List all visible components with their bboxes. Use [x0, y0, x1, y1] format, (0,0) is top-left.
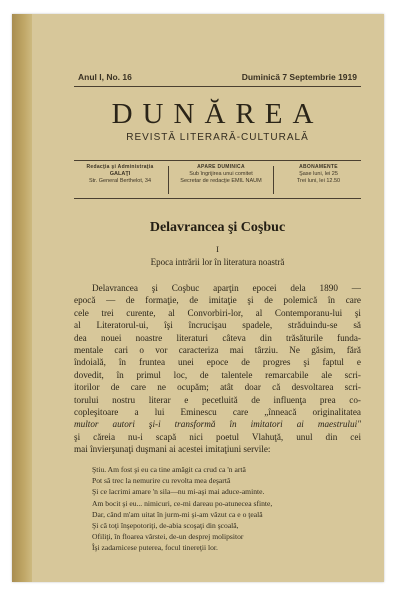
article-line: mai învierşunaţi duşmani ai acestei imitaţiuni servile: — [74, 444, 271, 455]
info-box-schedule — [171, 164, 271, 196]
article-line: mentale cari o vor caracteriza mai târziu. Ne găsim, fără — [74, 345, 361, 356]
article-line: copleşitoare a lui Eminescu care „înneacă originalitatea — [74, 407, 361, 418]
article-line: Delavrancea şi Coşbuc aparţin epocei dela 1890 — — [92, 283, 361, 293]
article-section-heading: Epoca intrării lor în literatura noastră — [150, 257, 285, 267]
poem-line: Îşi zadarnicese puterea, focul tinereţii lor. — [92, 543, 218, 553]
info-box-subscriptions — [276, 164, 361, 196]
article-line: şi căreia nu-i scapă nici poetul Vlahuţă, unul din cei — [74, 431, 361, 442]
article-line: epocă — de formaţie, de imitaţie şi de polemică în care — [74, 295, 361, 306]
info-schedule-line1: Sub îngrijirea unui comitet — [189, 171, 253, 177]
article-line: al Literatorul-ui, îşi încrucişau spadele, străduindu-se să — [74, 320, 361, 331]
info-subscriptions-line2: Trei luni, lei 12.50 — [296, 178, 341, 184]
top-rule — [74, 86, 361, 87]
info-subscriptions-line1: Şase luni, lei 25 — [299, 171, 338, 177]
article-line: torului nostru literar e pecetluită de influenţa prea co- — [74, 394, 361, 405]
magazine-page — [12, 14, 384, 582]
info-schedule-heading: APARE DUMINICA — [197, 164, 245, 170]
poem-line: Dar, când m'am uitat în jurm-mi şi-am văzut ca e o ţeală — [92, 509, 263, 519]
poem-line: Ştiu. Am fost şi eu ca tine amăgit ca crud ca 'n artă — [92, 465, 246, 474]
info-top-rule — [74, 160, 361, 161]
article-line: îndoială, în fruntea unei epoce de progres şi faptul e — [74, 357, 361, 368]
info-bar — [74, 164, 361, 196]
article-title: Delavrancea şi Coşbuc — [149, 220, 286, 235]
info-office-address: Str. General Berthelot, 34 — [88, 178, 152, 184]
article-line: itorilor de care ne ocupăm; atât doar că desvoltarea scri- — [74, 382, 361, 393]
poem-line: Ofiliţi, în floarea vârstei, de-un desprej molipsitor — [92, 532, 244, 542]
info-box-office — [74, 164, 166, 196]
info-bottom-rule — [74, 198, 361, 199]
page-spine — [12, 14, 32, 582]
article-line: cele trei curente, al Convorbiri-lor, al Contemporanu-lui şi — [74, 307, 361, 318]
poem-line: Şi că toţi înşepotoriţi, de-abia scoşaţi din şcoală, — [92, 521, 239, 531]
poem-line: Şi ce lacrimi amare 'n sila—nu mi-aşi mai aduce-aminte. — [92, 487, 265, 497]
poem-line: Am bocit şi eu... nimicuri, ce-mi dareau po-atunecea sfinte, — [92, 498, 273, 508]
masthead-title: DUNĂREA — [111, 98, 324, 130]
info-office-city: GALAŢI — [109, 171, 131, 177]
info-separator-1 — [168, 166, 169, 194]
issue-date: Duminică 7 Septembrie 1919 — [241, 72, 357, 82]
info-office-heading: Redacţia şi Administraţia — [86, 164, 154, 170]
article-part-number: I — [216, 244, 219, 254]
info-schedule-line2: Secretar de redacţie EMIL NAUM — [180, 178, 262, 184]
article-line: multor autori şi-i transformă în imitatori ai maestrului" — [74, 419, 361, 430]
article-line: dovedit, în primul loc, de talentele remarcabile ale scri- — [74, 369, 361, 380]
article-line: dea nouei noastre literaturi câteva din trăsăturile funda- — [74, 332, 361, 343]
info-separator-2 — [273, 166, 274, 194]
quoted-poem — [92, 464, 354, 554]
article-body — [74, 282, 361, 456]
poem-line: Pot să trec la nemurire cu revolta mea deşartă — [92, 476, 231, 486]
issue-number: Anul I, No. 16 — [78, 72, 132, 82]
info-subscriptions-heading: ABONAMENTE — [299, 164, 338, 170]
masthead-subtitle: REVISTĂ LITERARĂ-CULTURALĂ — [126, 132, 309, 143]
